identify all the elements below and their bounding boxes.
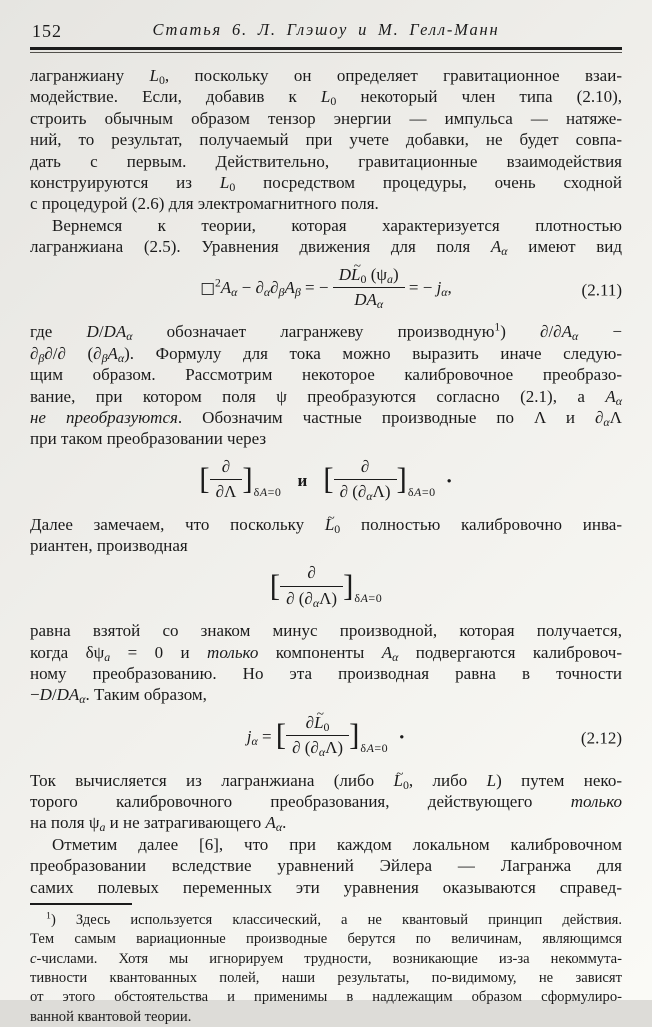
equation-body: $j_\alpha$ = [ $\frac{\partial L \sim_0}{\partial (\partial_\alpha\Lambda)}$ ]$_{\delta A=0}$ · [247, 727, 406, 746]
header-rule [30, 47, 622, 53]
text-line: ному преобразованию. Но эта производная равна в точности [30, 664, 622, 684]
text-line: равна взятой со знаком минус производной, которая получается, [30, 621, 622, 641]
text-line: вание, при котором поля ψ преобразуются согласно (2.1), а $A_\alpha$ [30, 386, 622, 408]
text-line: когда $\delta\psi_a = 0$ и только компоненты $A_\alpha$ подвергаются калибровоч- [30, 642, 622, 664]
text-line: Отметим далее [6], что при каждом локальном калибровочном [52, 834, 622, 854]
equation-number: (2.11) [581, 279, 622, 299]
text-line: торого калибровочного преобразования, действующего только [30, 792, 622, 812]
text-column [30, 65, 622, 898]
equation-body: $□^2A_\alpha - \partial_\alpha\partial_\beta A_\beta$ = − DL $\sim_0$ $(\psi_a)$ $DA_\alpha$ = − $j_\alpha$, [200, 278, 452, 297]
text-line: строить обычным образом тензор энергии — импульса — натяже- [30, 108, 622, 128]
text-line: Далее замечаем, что поскольку L $\sim_0$ полностью калибровочно инва- [30, 514, 622, 535]
text-line: щим образом. Рассмотрим некоторое калибровочное преобразо- [30, 365, 622, 385]
text-line: самих полевых переменных эти уравнения оказываются справед- [30, 877, 622, 897]
footnote-line: ванной квантовой теории. [30, 1008, 192, 1025]
text-line: ний, то результат, получаемый при учете добавки, не будет совпа- [30, 130, 622, 150]
text-line: лагранжиана (2.5). Уравнения движения для поля $A_\alpha$ имеют вид [30, 237, 622, 259]
text-line: преобразовании вследствие уравнений Эйлера — Лагранжа для [30, 856, 622, 876]
equation [30, 559, 622, 617]
text-line: где $D/DA_\alpha$ обозначает лагранжеву производную$^1$) $\partial/\partial A_\alpha$ − [30, 321, 623, 344]
text-line: риантен, производная [30, 536, 188, 556]
equation-number: (2.12) [580, 728, 622, 748]
equation [30, 453, 622, 511]
text-line: Ток вычисляется из лагранжиана (либо L $\sim_0$, либо L) путем неко- [30, 770, 622, 791]
footnote-line: тивности квантованных полей, наши результаты, по-видимому, не зависят [30, 969, 622, 986]
equation-body: [ ∂ ∂ $(\partial_\alpha\Lambda)$ ]$_{\delta A=0}$ [269, 563, 383, 610]
footnote-rule [30, 903, 132, 905]
text-line: дать с первым. Действительно, гравитационные взаимодействия [30, 151, 622, 171]
page-number: 152 [32, 21, 62, 41]
footnote-line: Тем самым вариационные производные берутся по величинам, являющимся [30, 931, 622, 948]
text-line: лагранжиану $L_0$, поскольку он определяет гравитационное взаи- [30, 66, 622, 87]
equation [30, 709, 622, 767]
text-line: не преобразуются. Обозначим частные производные по Λ и $\partial_\alpha\Lambda$ [30, 408, 622, 430]
text-line: при таком преобразовании через [30, 429, 267, 449]
running-title: Статья 6. Л. Глэшоу и М. Гелл-Манн [152, 20, 500, 39]
text-line: с процедурой (2.6) для электромагнитного поля. [30, 194, 379, 214]
page-header [30, 20, 622, 44]
text-line: $\partial_\beta\partial/\partial$ $(\partial_\beta A_\alpha)$. Формулу для тока можно выразить иначе следую- [30, 343, 622, 365]
text-line: $-D/DA_\alpha$. Таким образом, [30, 685, 207, 707]
equation [30, 261, 622, 319]
text-line: на поля $\psi_a$ и не затрагивающего $A_\alpha$. [30, 813, 287, 835]
footnote-line: от этого обстоятельства и применимы в надлежащим образом сформулиро- [30, 989, 622, 1006]
text-line: модействие. Если, добавив к $L_0$ некоторый член типа (2.10), [30, 87, 622, 109]
text-line: Вернемся к теории, которая характеризуется плотностью [52, 215, 622, 235]
equation-body: [ ∂ ∂Λ ]$_{\delta A=0}и$ [ ∂ ∂ $(\partial_\alpha\Lambda)$ ]$_{\delta A=0}$ · [199, 456, 453, 504]
footnote-line: c-числами. Хотя мы игнорируем трудности, возникающие из-за некоммута- [30, 950, 622, 967]
footnote-line: $^1$) Здесь используется классический, а не квантовый принцип действия. [46, 910, 622, 929]
text-line: конструируются из $L_0$ посредством процедуры, очень сходной [30, 173, 622, 194]
footnote [30, 911, 622, 1027]
